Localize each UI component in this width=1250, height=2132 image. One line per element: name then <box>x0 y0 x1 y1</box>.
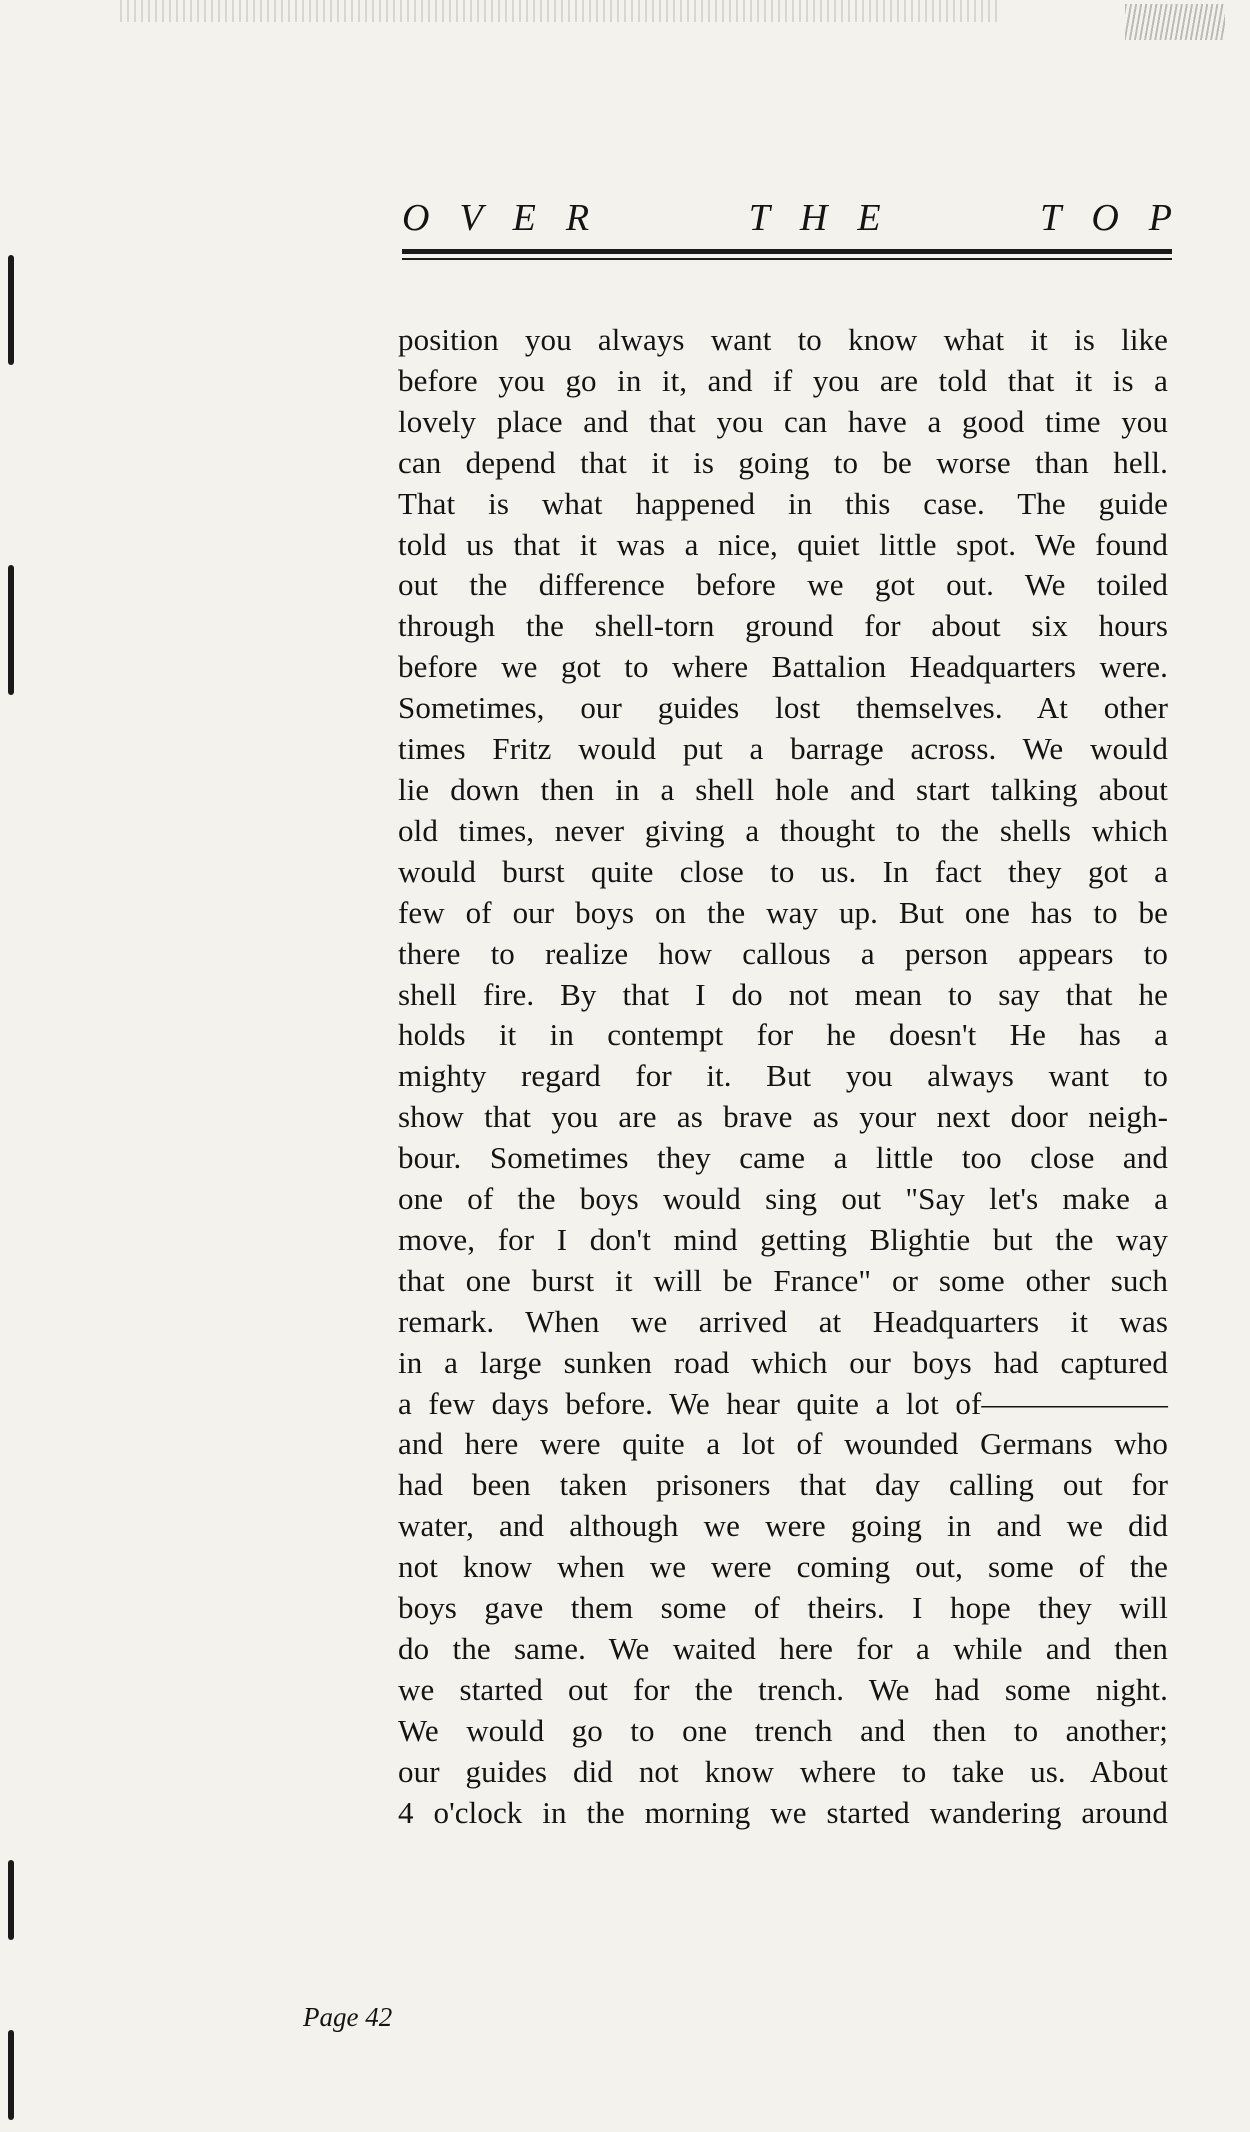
page-number: Page 42 <box>303 2002 393 2032</box>
running-head-letter: E <box>857 197 881 239</box>
body-line: would burst quite close to us. In fact they got a <box>398 853 1168 889</box>
body-line: few of our boys on the way up. But one has to be <box>398 894 1168 930</box>
running-head <box>402 196 1172 246</box>
body-line: do the same. We waited here for a while and then <box>398 1631 1168 1666</box>
body-line: out the difference before we got out. We toiled <box>398 567 1168 603</box>
running-head-letter: P <box>1148 197 1172 239</box>
body-line: move, for I don't mind getting Blightie but the way <box>398 1221 1168 1257</box>
scan-edge-mark <box>8 2030 14 2120</box>
body-line: in a large sunken road which our boys had captured <box>398 1344 1168 1380</box>
body-line: times Fritz would put a barrage across. We would <box>398 731 1168 767</box>
body-line: boys gave them some of theirs. I hope they will <box>398 1590 1168 1626</box>
body-line: a few days before. We hear quite a lot of—————— <box>398 1385 1168 1421</box>
body-line: holds it in contempt for he doesn't He has a <box>398 1017 1168 1053</box>
running-head-word-the <box>749 196 881 240</box>
scan-edge-mark <box>8 1860 14 1940</box>
body-line: We would go to one trench and then to another; <box>398 1712 1168 1748</box>
body-line: position you always want to know what it is like <box>398 322 1168 357</box>
running-head-letter: T <box>748 197 770 239</box>
body-line: before you go in it, and if you are told that it is a <box>398 362 1168 398</box>
running-head-letter: H <box>799 197 828 239</box>
body-line: we started out for the trench. We had some night. <box>398 1671 1168 1707</box>
body-line: bour. Sometimes they came a little too close and <box>398 1140 1168 1176</box>
running-head-letter: V <box>459 197 483 239</box>
header-rule-thin <box>402 258 1172 260</box>
body-line: and here were quite a lot of wounded Germans who <box>398 1426 1168 1462</box>
running-head-word-top <box>1040 196 1172 240</box>
body-line: before we got to where Battalion Headquarters were. <box>398 649 1168 685</box>
body-line: 4 o'clock in the morning we started wandering around <box>398 1794 1168 1830</box>
running-head-word-over <box>402 196 589 240</box>
body-line: that one burst it will be France" or some other such <box>398 1262 1168 1298</box>
body-line: shell fire. By that I do not mean to say that he <box>398 976 1168 1012</box>
running-head-letter: O <box>1091 197 1119 239</box>
body-line: can depend that it is going to be worse than hell. <box>398 444 1168 480</box>
scan-edge-mark <box>8 255 14 365</box>
running-head-letter: O <box>402 197 430 239</box>
running-head-letter: T <box>1040 197 1062 239</box>
body-line: our guides did not know where to take us. About <box>398 1753 1168 1789</box>
scan-noise-top-right <box>1125 4 1225 40</box>
body-line: had been taken prisoners that day calling out for <box>398 1467 1168 1503</box>
body-paragraph <box>398 320 1168 1834</box>
header-rule-thick <box>402 249 1172 254</box>
body-line: Sometimes, our guides lost themselves. At other <box>398 690 1168 726</box>
body-line: through the shell-torn ground for about six hours <box>398 608 1168 644</box>
body-line: remark. When we arrived at Headquarters it was <box>398 1303 1168 1339</box>
body-line: not know when we were coming out, some of the <box>398 1549 1168 1585</box>
body-line: there to realize how callous a person appears to <box>398 935 1168 971</box>
running-head-letter: R <box>565 197 590 239</box>
body-line: told us that it was a nice, quiet little spot. We found <box>398 526 1168 562</box>
body-line: lie down then in a shell hole and start talking about <box>398 771 1168 807</box>
body-line: lovely place and that you can have a good time you <box>398 403 1168 439</box>
body-line: show that you are as brave as your next door neigh- <box>398 1099 1168 1135</box>
body-line: water, and although we were going in and we did <box>398 1508 1168 1544</box>
body-line: old times, never giving a thought to the shells which <box>398 812 1168 848</box>
running-head-letter: E <box>512 197 536 239</box>
scan-noise-top <box>120 0 1000 22</box>
body-line: one of the boys would sing out "Say let's make a <box>398 1181 1168 1217</box>
body-line: That is what happened in this case. The guide <box>398 485 1168 521</box>
scan-edge-mark <box>8 565 14 695</box>
body-line: mighty regard for it. But you always want to <box>398 1058 1168 1094</box>
